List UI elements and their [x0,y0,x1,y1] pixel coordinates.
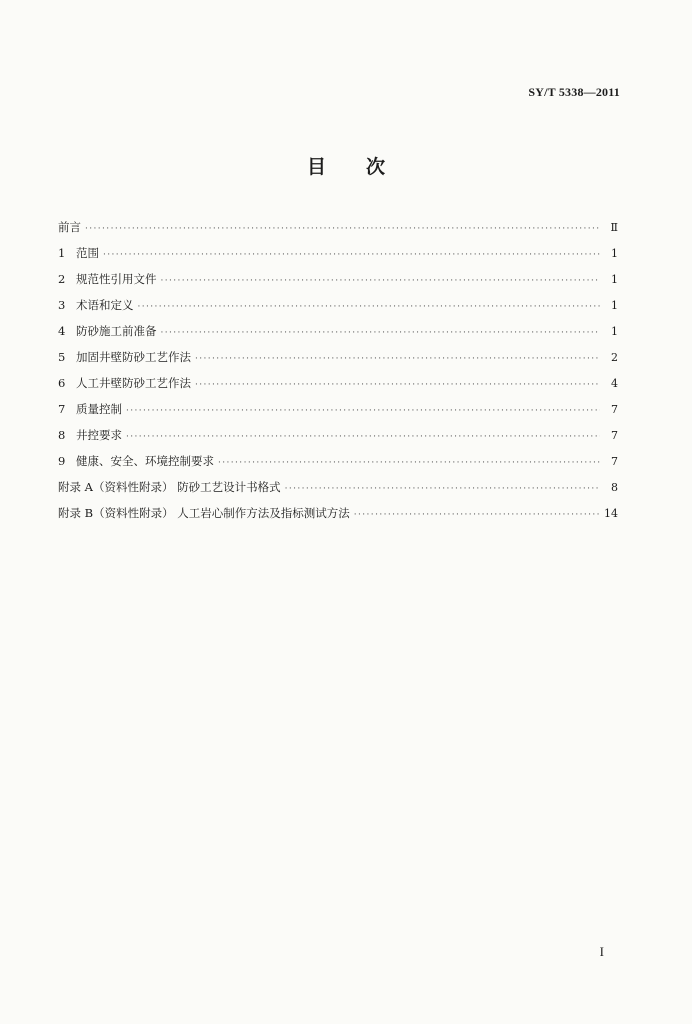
toc-leader-dots [218,450,600,476]
toc-entry-label: 井控要求 [76,428,122,442]
toc-entry-1[interactable] [58,240,618,266]
toc-entry-appendix-a[interactable] [58,474,618,500]
toc-entry-label: 附录 A（资料性附录） 防砂工艺设计书格式 [58,480,281,494]
toc-leader-dots [354,502,600,528]
toc-entry-label: 规范性引用文件 [76,272,157,286]
toc-entry-page: 2 [611,351,618,364]
toc-entry-label: 防砂施工前准备 [76,324,157,338]
toc-entry-7[interactable] [58,396,618,422]
toc-entry-2[interactable] [58,266,618,292]
toc-list [58,214,618,526]
toc-entry-page: 7 [611,429,618,442]
toc-entry-9[interactable] [58,448,618,474]
toc-entry-4[interactable] [58,318,618,344]
toc-entry-label: 范围 [76,246,99,260]
toc-leader-dots [126,398,600,424]
toc-entry-page: 7 [611,403,618,416]
toc-entry-page: Ⅱ [610,221,618,234]
toc-entry-num: 5 [58,350,66,364]
toc-leader-dots [103,242,600,268]
toc-entry-5[interactable] [58,344,618,370]
toc-entry-num: 3 [58,298,66,312]
toc-leader-dots [161,268,601,294]
toc-title-part2: 次 [366,156,386,178]
toc-entry-foreword[interactable] [58,214,618,240]
toc-title [0,152,692,179]
toc-entry-page: 1 [611,273,618,286]
toc-entry-page: 1 [611,247,618,260]
toc-leader-dots [126,424,600,450]
toc-entry-page: 14 [604,507,618,520]
toc-entry-label: 人工井壁防砂工艺作法 [76,376,191,390]
toc-entry-num: 6 [58,376,66,390]
toc-title-part1: 目 [306,156,326,178]
toc-entry-num: 8 [58,428,66,442]
toc-leader-dots [85,216,600,242]
toc-entry-page: 1 [611,299,618,312]
toc-entry-page: 1 [611,325,618,338]
toc-entry-page: 7 [611,455,618,468]
toc-entry-num: 4 [58,324,66,338]
toc-leader-dots [138,294,601,320]
toc-entry-label: 质量控制 [76,402,122,416]
toc-entry-8[interactable] [58,422,618,448]
toc-entry-num: 7 [58,402,66,416]
toc-entry-label: 加固井壁防砂工艺作法 [76,350,191,364]
standard-code: SY/T 5338—2011 [528,85,620,99]
toc-entry-3[interactable] [58,292,618,318]
toc-entry-label: 健康、安全、环境控制要求 [76,454,214,468]
toc-leader-dots [285,476,600,502]
toc-leader-dots [195,372,600,398]
toc-entry-page: 8 [611,481,618,494]
toc-entry-label: 术语和定义 [76,298,134,312]
toc-entry-num: 2 [58,272,66,286]
toc-entry-num: 1 [58,246,66,260]
toc-entry-6[interactable] [58,370,618,396]
toc-entry-page: 4 [611,377,618,390]
toc-entry-label: 附录 B（资料性附录） 人工岩心制作方法及指标测试方法 [58,506,350,520]
toc-entry-num: 9 [58,454,66,468]
toc-leader-dots [161,320,601,346]
toc-entry-label: 前言 [58,220,81,234]
toc-leader-dots [195,346,600,372]
page-number: I [599,944,604,959]
toc-entry-appendix-b[interactable] [58,500,618,526]
